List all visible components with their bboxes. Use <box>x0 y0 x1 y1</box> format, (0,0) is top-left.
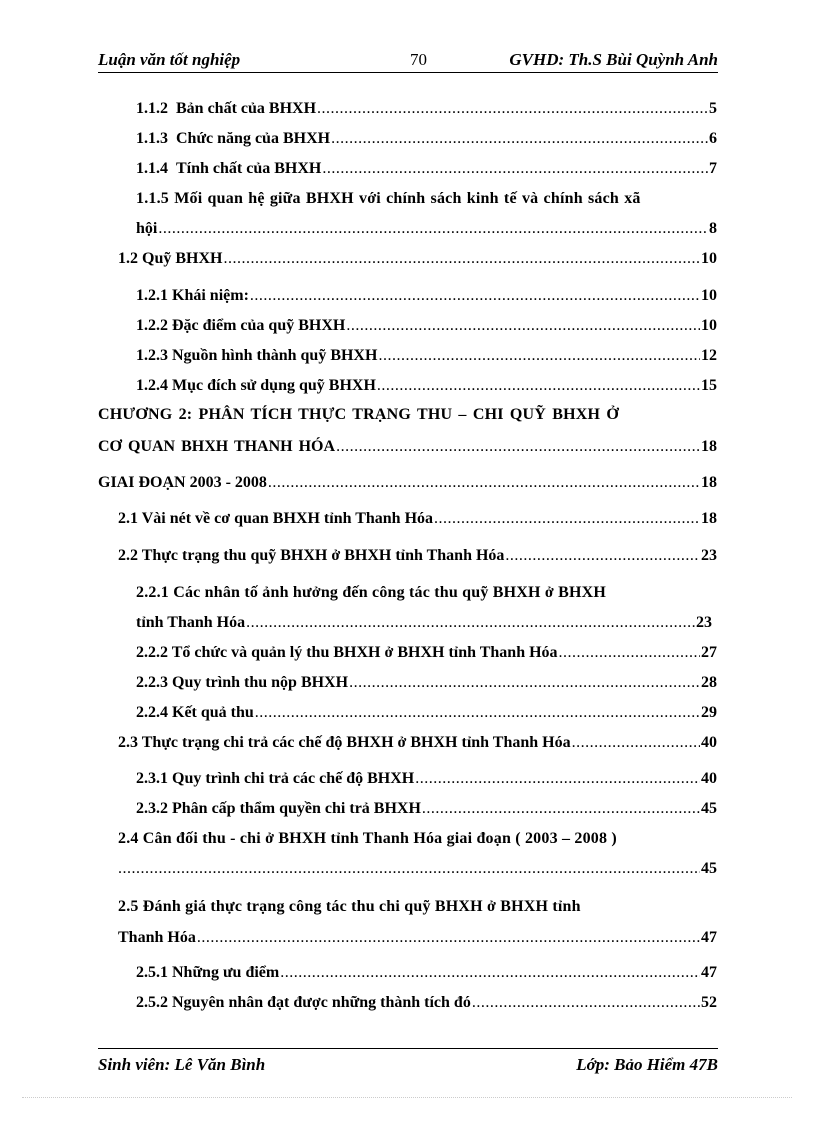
header-thesis-label: Luận văn tốt nghiệp <box>98 50 241 69</box>
page-edge-divider <box>22 1097 792 1098</box>
toc-page-number: 15 <box>701 377 717 394</box>
toc-entry <box>136 158 717 180</box>
toc-entry <box>136 992 717 1014</box>
toc-page-number: 12 <box>701 347 717 364</box>
toc-entry <box>136 798 717 820</box>
toc-entry-title: 2.3.1 Quy trình chi trả các chế độ BHXH <box>136 770 415 787</box>
toc-leader-dots <box>255 702 700 724</box>
toc-entry-title: 2.2.4 Kết quả thu <box>136 704 254 721</box>
toc-leader-dots <box>223 248 700 270</box>
toc-entry-title: 2.1 Vài nét về cơ quan BHXH tỉnh Thanh Hóa <box>118 510 434 527</box>
toc-entry-line1: 1.1.5 Mối quan hệ giữa BHXH với chính sách kinh tế và chính sách xã <box>136 190 641 207</box>
header-page-number: 70 <box>410 50 427 69</box>
footer-student: Sinh viên: Lê Văn Bình <box>98 1055 266 1074</box>
toc-entry <box>136 345 717 367</box>
toc-entry <box>136 285 717 307</box>
toc-page-number: 45 <box>701 800 717 817</box>
toc-entry-line1: 2.4 Cân đối thu - chi ở BHXH tỉnh Thanh Hóa giai đoạn ( 2003 – 2008 ) <box>118 830 617 847</box>
footer-class: Lớp: Bảo Hiểm 47B <box>576 1055 718 1074</box>
toc-page-number: 18 <box>701 510 717 527</box>
toc-entry-title: Chức năng của BHXH <box>176 130 331 147</box>
toc-leader-dots <box>250 285 700 307</box>
toc-leader-dots <box>378 345 700 367</box>
toc-entry-title: 2.3 Thực trạng chi trả các chế độ BHXH ở BHXH tỉnh Thanh Hóa <box>118 734 571 751</box>
toc-entry <box>118 545 717 567</box>
toc-leader-dots <box>197 927 700 949</box>
toc-entry-line1: 2.5 Đánh giá thực trạng công tác thu chi quỹ BHXH ở BHXH tỉnh <box>118 898 581 915</box>
toc-leader-dots <box>505 545 700 567</box>
toc-page-number: 47 <box>701 929 717 946</box>
toc-entry <box>136 642 717 664</box>
toc-leader-dots <box>572 732 700 754</box>
toc-leader-dots <box>118 858 700 880</box>
toc-page-number: 40 <box>701 770 717 787</box>
chapter-heading-line1: CHƯƠNG 2: PHÂN TÍCH THỰC TRẠNG THU – CHI QUỸ BHXH Ở <box>98 406 619 423</box>
toc-leader-dots <box>472 992 700 1014</box>
toc-leader-dots <box>280 962 700 984</box>
toc-entry-title: 1.2.1 Khái niệm: <box>136 287 249 304</box>
toc-entry-title: 2.5.2 Nguyên nhân đạt được những thành tích đó <box>136 994 471 1011</box>
toc-page-number: 10 <box>701 287 717 304</box>
toc-entry-title: GIAI ĐOẠN 2003 - 2008 <box>98 474 267 491</box>
toc-entry <box>98 472 717 494</box>
toc-page-number: 52 <box>701 994 717 1011</box>
toc-leader-dots <box>246 612 695 634</box>
toc-entry-title: 2.2.2 Tổ chức và quản lý thu BHXH ở BHXH tỉnh Thanh Hóa <box>136 644 558 661</box>
toc-entry <box>136 672 717 694</box>
toc-leader-dots <box>559 642 700 664</box>
toc-entry <box>136 375 717 397</box>
toc-entry-title: hội <box>136 220 158 237</box>
header-advisor: GVHD: Th.S Bùi Quỳnh Anh <box>509 50 718 69</box>
toc-leader-dots <box>434 508 700 530</box>
toc-page-number: 18 <box>701 438 717 455</box>
toc-leader-dots <box>268 472 700 494</box>
page-footer <box>98 1048 718 1075</box>
toc-leader-dots <box>317 98 708 120</box>
toc-leader-dots <box>336 436 700 458</box>
toc-page-number: 27 <box>701 644 717 661</box>
toc-entry-title: 2.5.1 Những ưu điểm <box>136 964 280 981</box>
toc-leader-dots <box>158 218 708 240</box>
toc-entry <box>136 962 717 984</box>
toc-entry-title: 2.3.2 Phân cấp thẩm quyền chi trả BHXH <box>136 800 421 817</box>
toc-page-number: 18 <box>701 474 717 491</box>
toc-entry <box>118 508 717 530</box>
toc-entry-title: 1.2.3 Nguồn hình thành quỹ BHXH <box>136 347 378 364</box>
toc-entry-title: tỉnh Thanh Hóa <box>136 614 246 631</box>
toc-entry <box>136 218 717 240</box>
toc-page-number: 28 <box>701 674 717 691</box>
toc-leader-dots <box>331 128 708 150</box>
toc-leader-dots <box>349 672 700 694</box>
toc-entry-title: Tính chất của BHXH <box>176 160 322 177</box>
toc-entry <box>98 436 717 458</box>
toc-entry-title: 1.2 Quỹ BHXH <box>118 250 223 267</box>
toc-entry <box>118 927 717 949</box>
toc-entry-title: 2.2.3 Quy trình thu nộp BHXH <box>136 674 349 691</box>
toc-entry <box>118 732 717 754</box>
toc-entry-number: 1.1.3 <box>136 130 168 147</box>
toc-page-number: 47 <box>701 964 717 981</box>
toc-entry-title: 1.2.2 Đặc điểm của quỹ BHXH <box>136 317 346 334</box>
toc-entry-title: 2.2 Thực trạng thu quỹ BHXH ở BHXH tỉnh Thanh Hóa <box>118 547 505 564</box>
toc-entry <box>118 248 717 270</box>
toc-entry-title: Bản chất của BHXH <box>176 100 317 117</box>
toc-entry <box>136 702 717 724</box>
toc-page-number: 23 <box>701 547 717 564</box>
toc-leader-dots <box>422 798 700 820</box>
toc-entry <box>118 858 717 880</box>
toc-entry-number: 1.1.2 <box>136 100 168 117</box>
toc-entry-number: 1.1.4 <box>136 160 168 177</box>
toc-entry-title: CƠ QUAN BHXH THANH HÓA <box>98 438 336 455</box>
toc-page-number: 40 <box>701 734 717 751</box>
toc-entry-title: 1.2.4 Mục đích sử dụng quỹ BHXH <box>136 377 376 394</box>
toc-entry <box>136 128 717 150</box>
toc-entry <box>136 612 712 634</box>
toc-page-number: 6 <box>709 130 717 147</box>
toc-page-number: 45 <box>701 860 717 877</box>
toc-page-number: 10 <box>701 250 717 267</box>
toc-entry <box>136 315 717 337</box>
toc-leader-dots <box>377 375 700 397</box>
toc-entry <box>136 768 717 790</box>
toc-page-number: 10 <box>701 317 717 334</box>
toc-page-number: 23 <box>696 614 712 631</box>
toc-leader-dots <box>346 315 700 337</box>
toc-leader-dots <box>415 768 700 790</box>
toc-page-number: 5 <box>709 100 717 117</box>
toc-page-number: 7 <box>709 160 717 177</box>
toc-leader-dots <box>322 158 708 180</box>
toc-entry-title: Thanh Hóa <box>118 929 196 946</box>
toc-page-number: 29 <box>701 704 717 721</box>
toc-entry-line1: 2.2.1 Các nhân tố ảnh hưởng đến công tác thu quỹ BHXH ở BHXH <box>136 584 607 601</box>
toc-page-number: 8 <box>709 220 717 237</box>
toc-entry <box>136 98 717 120</box>
